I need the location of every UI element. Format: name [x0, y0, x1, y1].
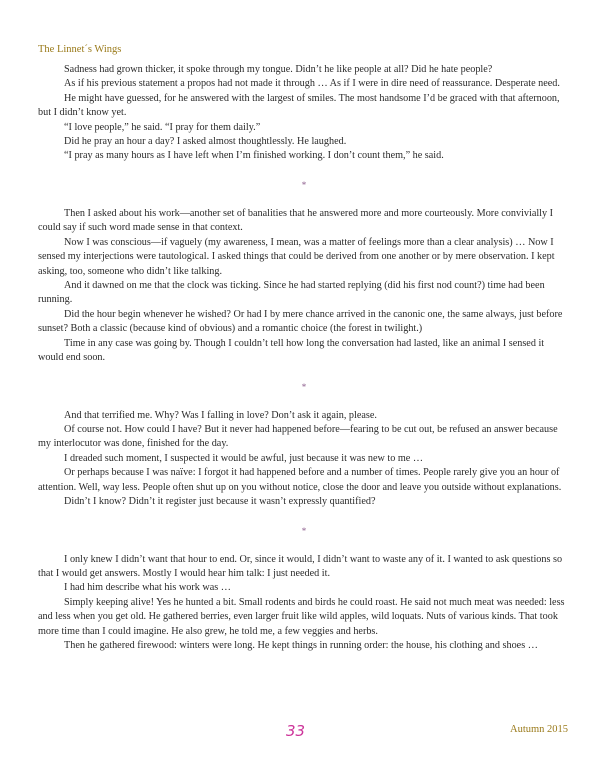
paragraph: “I pray as many hours as I have left when I’m finished working. I don’t count them,” he said. [64, 150, 444, 162]
paragraph: Now I was conscious—if vaguely (my awareness, I mean, was a matter of feelings more than a clear analysis) … Now I sensed my interjections were tautological. I asked things that could be derived from one another or by mere observation. I kept asking, too, someone who didn’t like talking. [38, 236, 555, 277]
paragraph: Sadness had grown thicker, it spoke through my tongue. Didn’t he like people at all? Did he hate people? [64, 64, 493, 75]
paragraph: “I love people,” he said. “I pray for them daily.” [64, 121, 261, 133]
paragraph: Did the hour begin whenever he wished? Or had I by mere chance arrived in the canonic one, the same always, just before sunset? Both a classic (because kind of obvious) and a romantic choice (the forest in twilight.) [38, 308, 563, 335]
paragraph: Then he gathered firewood: winters were long. He kept things in running order: the house, his clothing and shoes … [64, 640, 538, 652]
paragraph: Or perhaps because I was naïve: I forgot it had happened before and a number of times. People rarely give you an hour of attention. Well, way less. People often shut up on you without notice, close the door and leave you outside without explanations. [38, 467, 562, 493]
section-separator: * [301, 381, 307, 392]
paragraph: Simply keeping alive! Yes he hunted a bit. Small rodents and birds he could roast. He said not much meat was needed: less and less when you get old. He gathered berries, even larger fruit like wild apples, wild loquats. Nuts of various kinds. That took more time than I could imagine. He also grew, he told me, a few veggies and herbs. [38, 596, 565, 637]
paragraph: Time in any case was going by. Though I couldn’t tell how long the conversation had lasted, like an animal I sensed it would end soon. [38, 337, 545, 364]
paragraph: Of course not. How could I have? But it never had happened before—fearing to be cut out, be refused an answer because my interlocutor was done, finished for the day. [38, 424, 558, 450]
paragraph: He might have guessed, for he answered with the largest of smiles. The most handsome I’d be graced with that afternoon, but I didn’t know yet. [38, 92, 560, 119]
page-number: 33 [286, 722, 306, 740]
magazine-title: The Linnet´s Wings [38, 44, 122, 55]
paragraph: And that terrified me. Why? Was I falling in love? Don’t ask it again, please. [64, 409, 377, 421]
paragraph: As if his previous statement a propos had not made it through … As if I were in dire need of reassurance. Desperate need. [64, 78, 560, 90]
paragraph: I had him describe what his work was … [64, 582, 231, 594]
section-separator: * [301, 525, 307, 536]
issue-season: Autumn 2015 [510, 724, 569, 735]
section-separator: * [301, 180, 307, 191]
paragraph: And it dawned on me that the clock was ticking. Since he had started replying (did his first nod count?) time had been running. [38, 280, 545, 306]
paragraph: Didn’t I know? Didn’t it register just because it wasn’t expressly quantified? [64, 496, 376, 508]
paragraph: I dreaded such moment, I suspected it would be awful, just because it was new to me … [64, 452, 424, 464]
paragraph: I only knew I didn’t want that hour to end. Or, since it would, I didn’t want to waste any of it. I wanted to ask questions so that I would get answers. Mostly I would hear him talk: I just needed it. [38, 553, 563, 580]
paragraph: Did he pray an hour a day? I asked almost thoughtlessly. He laughed. [64, 136, 347, 148]
article-body [38, 63, 570, 654]
paragraph: Then I asked about his work—another set of banalities that he answered more and more courteously. More convivially I could say if such word made sense in that context. [38, 208, 554, 234]
